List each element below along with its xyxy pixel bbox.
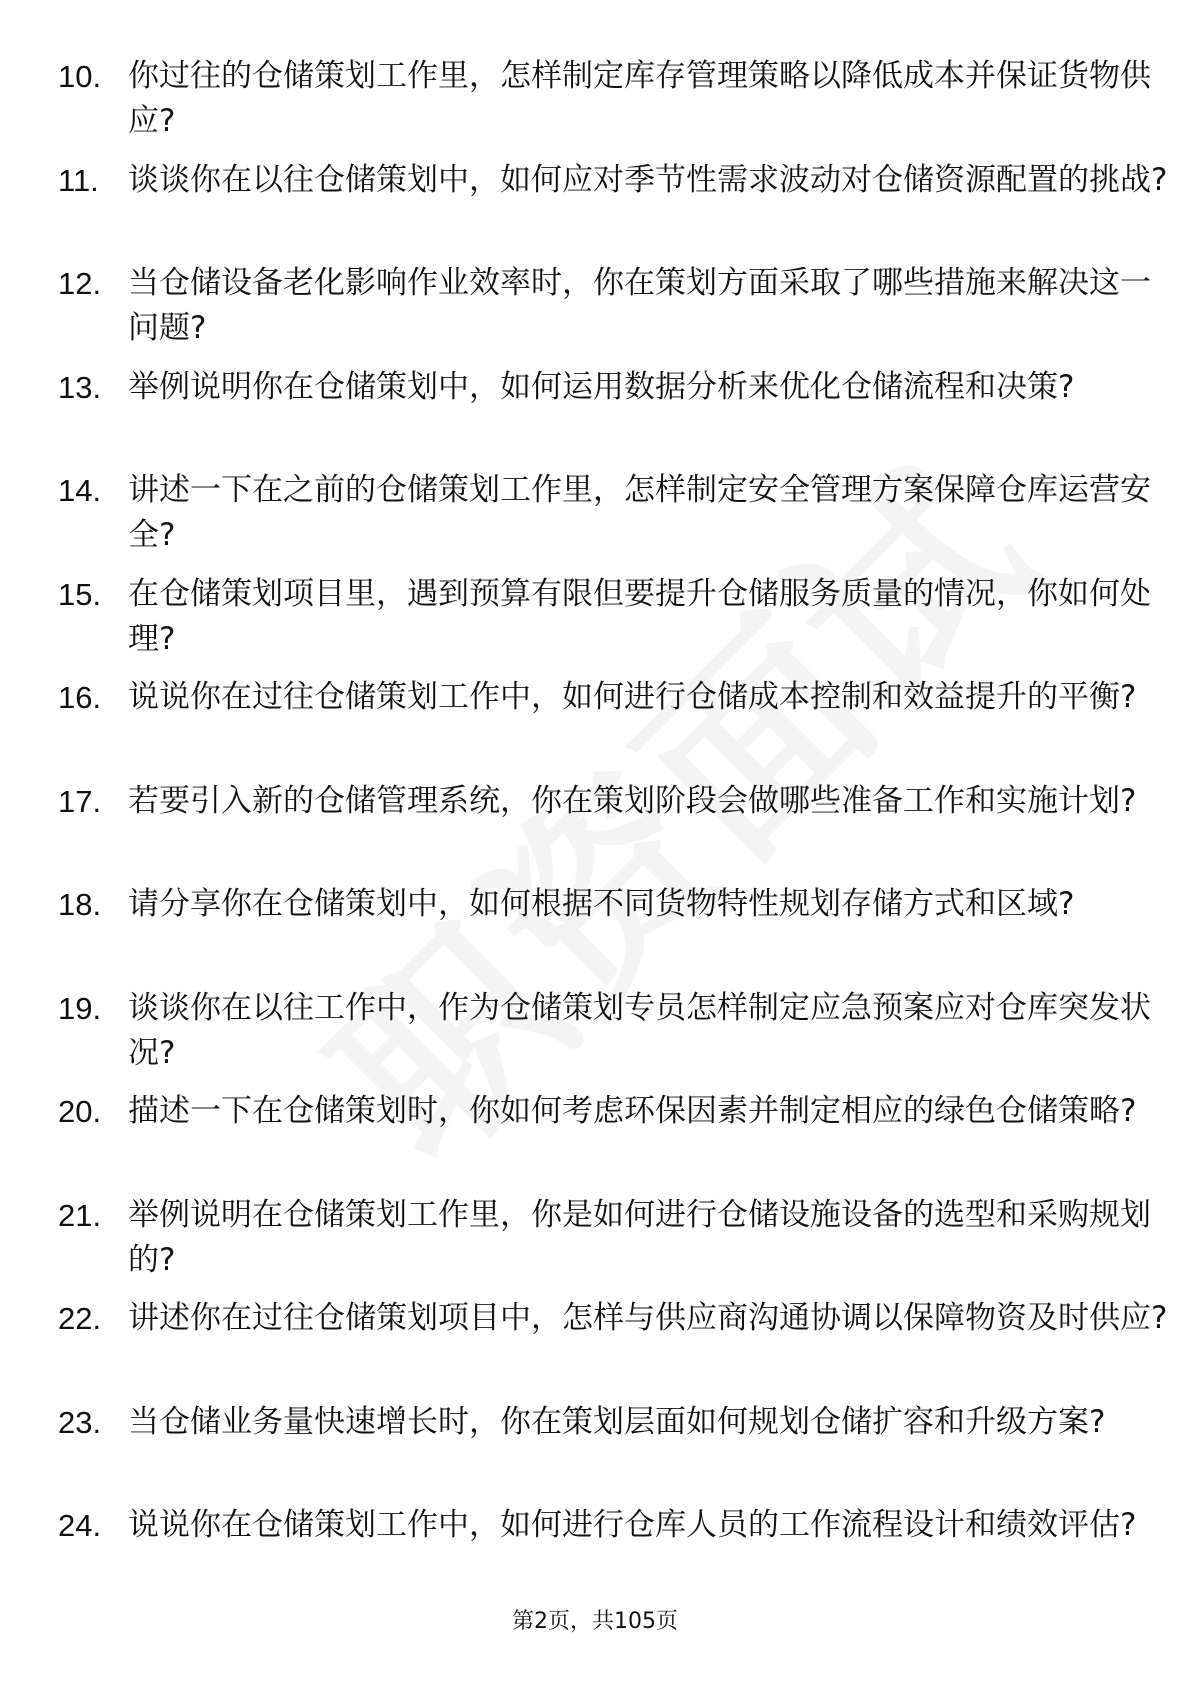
question-number: 22. [58,1301,102,1336]
question-text: 在仓储策划项目里，遇到预算有限但要提升仓储服务质量的情况，你如何处理? [128,575,1151,657]
question-item [58,468,1151,558]
question-item [58,54,1151,144]
question-text: 讲述一下在之前的仓储策划工作里，怎样制定安全管理方案保障仓库运营安全? [128,472,1151,553]
question-text: 当仓储业务量快速增长时，你在策划层面如何规划仓储扩容和升级方案? [128,1403,1106,1440]
question-item [58,365,1118,455]
question-number: 12. [58,266,102,301]
question-text: 说说你在仓储策划工作中，如何进行仓库人员的工作流程设计和绩效评估? [128,1507,1137,1543]
question-text: 谈谈你在以往工作中，作为仓储策划专员怎样制定应急预案应对仓库突发状况? [128,989,1151,1071]
question-number: 19. [58,990,102,1026]
question-text: 谈谈你在以往仓储策划中，如何应对季节性需求波动对仓储资源配置的挑战? [128,161,1168,198]
question-item [58,1089,1137,1179]
question-text: 举例说明在仓储策划工作里，你是如何进行仓储设施设备的选型和采购规划的? [128,1196,1151,1278]
question-number: 14. [58,473,102,508]
question-item [58,675,1137,765]
question-number: 15. [58,576,102,612]
question-item [58,986,1151,1076]
question-item [58,779,1137,869]
question-number: 13. [58,369,102,405]
question-item [58,1400,1118,1490]
question-item [58,261,1151,351]
question-item [58,882,1118,972]
question-item [58,1193,1151,1283]
question-item [58,158,1168,248]
question-number: 11. [58,162,99,198]
page-footer: 第2页，共105页 [512,1609,678,1634]
question-number: 21. [58,1197,102,1233]
question-list [58,54,1168,1607]
question-text: 举例说明你在仓储策划中，如何运用数据分析来优化仓储流程和决策? [128,368,1075,405]
question-number: 17. [58,783,102,819]
question-number: 24. [58,1508,102,1543]
question-text: 说说你在过往仓储策划工作中，如何进行仓储成本控制和效益提升的平衡? [128,679,1137,715]
question-text: 你过往的仓储策划工作里，怎样制定库存管理策略以降低成本并保证货物供应? [128,58,1151,139]
question-text: 当仓储设备老化影响作业效率时，你在策划方面采取了哪些措施来解决这一问题? [128,265,1151,346]
question-number: 16. [58,680,102,715]
question-number: 23. [58,1404,102,1440]
question-number: 20. [58,1094,102,1129]
question-item [58,1296,1168,1386]
question-text: 描述一下在仓储策划时，你如何考虑环保因素并制定相应的绿色仓储策略? [128,1093,1137,1129]
question-item [58,1503,1137,1593]
question-number: 10. [58,59,102,94]
question-text: 请分享你在仓储策划中，如何根据不同货物特性规划存储方式和区域? [128,886,1075,922]
question-item [58,572,1151,662]
question-number: 18. [58,887,102,922]
question-text: 若要引入新的仓储管理系统，你在策划阶段会做哪些准备工作和实施计划? [128,782,1137,819]
question-text: 讲述你在过往仓储策划项目中，怎样与供应商沟通协调以保障物资及时供应? [128,1300,1168,1336]
